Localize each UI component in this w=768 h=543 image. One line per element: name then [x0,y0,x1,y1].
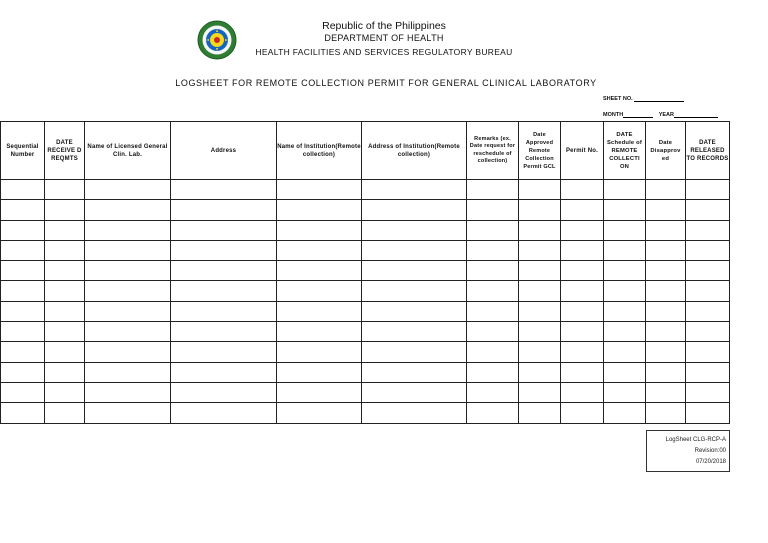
logsheet-title: LOGSHEET FOR REMOTE COLLECTION PERMIT FOR GENERAL CLINICAL LABORATORY [175,78,597,88]
table-cell[interactable] [519,220,561,240]
column-header: Permit No. [561,122,604,180]
table-cell[interactable] [604,180,646,200]
table-cell[interactable] [686,362,730,382]
table-cell[interactable] [277,220,362,240]
table-cell[interactable] [1,220,45,240]
table-cell[interactable] [686,342,730,362]
table-cell[interactable] [686,301,730,321]
column-header: Date Disapprov ed [646,122,686,180]
table-cell[interactable] [85,382,171,402]
table-cell[interactable] [362,322,467,342]
table-cell[interactable] [1,301,45,321]
table-cell[interactable] [646,220,686,240]
table-cell[interactable] [45,403,85,423]
table-cell[interactable] [686,261,730,281]
form-footer-box [646,430,730,472]
table-cell[interactable] [171,281,277,301]
table-cell[interactable] [171,362,277,382]
table-cell[interactable] [467,382,519,402]
table-cell[interactable] [646,281,686,301]
table-cell[interactable] [1,200,45,220]
table-cell[interactable] [604,322,646,342]
table-row [1,362,730,382]
column-header: DATE RECEIVE D REQMTS [45,122,85,180]
table-cell[interactable] [646,301,686,321]
column-header: DATE Schedule of REMOTE COLLECTI ON [604,122,646,180]
table-cell[interactable] [45,322,85,342]
table-cell[interactable] [1,180,45,200]
table-cell[interactable] [362,362,467,382]
table-cell[interactable] [686,382,730,402]
table-cell[interactable] [561,200,604,220]
table-cell[interactable] [171,322,277,342]
table-cell[interactable] [646,200,686,220]
table-cell[interactable] [604,220,646,240]
form-code: LogSheet CLG-RCP-A [665,437,726,443]
table-cell[interactable] [686,403,730,423]
year-label: YEAR [658,112,674,118]
table-cell[interactable] [277,403,362,423]
table-cell[interactable] [604,301,646,321]
table-cell[interactable] [362,281,467,301]
table-cell[interactable] [646,180,686,200]
table-cell[interactable] [646,362,686,382]
table-cell[interactable] [686,220,730,240]
table-cell[interactable] [561,342,604,362]
table-cell[interactable] [686,240,730,260]
month-year-field[interactable] [603,111,718,118]
table-cell[interactable] [277,342,362,362]
table-cell[interactable] [277,261,362,281]
table-cell[interactable] [1,281,45,301]
table-cell[interactable] [519,261,561,281]
table-cell[interactable] [362,220,467,240]
table-row [1,382,730,402]
table-cell[interactable] [277,200,362,220]
table-cell[interactable] [362,180,467,200]
table-cell[interactable] [85,200,171,220]
table-cell[interactable] [45,261,85,281]
table-cell[interactable] [604,281,646,301]
logsheet-table [0,121,730,424]
table-cell[interactable] [85,403,171,423]
table-cell[interactable] [604,200,646,220]
table-cell[interactable] [519,180,561,200]
table-row [1,322,730,342]
table-cell[interactable] [561,322,604,342]
table-cell[interactable] [467,281,519,301]
table-cell[interactable] [467,180,519,200]
table-cell[interactable] [519,403,561,423]
sheet-number-label: SHEET NO. [603,96,633,102]
table-cell[interactable] [1,403,45,423]
table-cell[interactable] [467,403,519,423]
table-row [1,342,730,362]
table-cell[interactable] [85,240,171,260]
table-cell[interactable] [171,180,277,200]
table-cell[interactable] [604,240,646,260]
table-cell[interactable] [519,301,561,321]
table-cell[interactable] [686,322,730,342]
table-cell[interactable] [45,220,85,240]
month-line [623,111,653,118]
table-cell[interactable] [45,281,85,301]
table-cell[interactable] [45,382,85,402]
table-cell[interactable] [85,180,171,200]
table-cell[interactable] [519,240,561,260]
table-cell[interactable] [646,261,686,281]
form-date: 07/20/2018 [695,459,726,465]
table-cell[interactable] [604,342,646,362]
table-cell[interactable] [561,180,604,200]
table-cell[interactable] [277,281,362,301]
table-cell[interactable] [686,180,730,200]
table-cell[interactable] [686,281,730,301]
table-cell[interactable] [85,362,171,382]
table-row [1,261,730,281]
table-cell[interactable] [1,382,45,402]
table-cell[interactable] [604,403,646,423]
table-cell[interactable] [646,382,686,402]
sheet-number-field[interactable] [603,95,684,102]
form-revision: Revision:00 [694,448,726,454]
table-cell[interactable] [362,261,467,281]
table-cell[interactable] [1,240,45,260]
table-cell[interactable] [467,200,519,220]
table-cell[interactable] [646,322,686,342]
table-cell[interactable] [277,382,362,402]
table-cell[interactable] [45,240,85,260]
table-cell[interactable] [362,200,467,220]
table-cell[interactable] [561,362,604,382]
republic-text: Republic of the Philippines [322,20,446,32]
table-cell[interactable] [171,382,277,402]
table-row [1,200,730,220]
table-row [1,220,730,240]
department-text: DEPARTMENT OF HEALTH [324,33,444,43]
table-cell[interactable] [171,342,277,362]
table-cell[interactable] [467,220,519,240]
table-cell[interactable] [171,261,277,281]
table-cell[interactable] [646,342,686,362]
table-cell[interactable] [171,220,277,240]
table-cell[interactable] [171,403,277,423]
column-header: Date Approved Remote Collection Permit GCL [519,122,561,180]
table-cell[interactable] [277,301,362,321]
year-line [674,111,718,118]
table-cell[interactable] [171,200,277,220]
column-header: Address of Institution(Remote collection) [362,122,467,180]
table-cell[interactable] [519,382,561,402]
table-cell[interactable] [45,180,85,200]
table-cell[interactable] [45,301,85,321]
table-cell[interactable] [467,322,519,342]
table-cell[interactable] [85,220,171,240]
table-cell[interactable] [646,240,686,260]
table-cell[interactable] [467,240,519,260]
table-cell[interactable] [686,200,730,220]
bureau-text: HEALTH FACILITIES AND SERVICES REGULATORY BUREAU [255,47,513,57]
table-cell[interactable] [561,220,604,240]
table-cell[interactable] [467,342,519,362]
table-cell[interactable] [561,240,604,260]
table-cell[interactable] [362,301,467,321]
table-cell[interactable] [277,240,362,260]
column-header: DATE RELEASED TO RECORDS [686,122,730,180]
table-cell[interactable] [362,342,467,362]
table-cell[interactable] [1,261,45,281]
table-row [1,403,730,423]
table-cell[interactable] [45,362,85,382]
table-row [1,301,730,321]
table-cell[interactable] [277,180,362,200]
table-cell[interactable] [171,240,277,260]
table-cell[interactable] [519,322,561,342]
table-cell[interactable] [519,281,561,301]
column-header: Address [171,122,277,180]
table-cell[interactable] [362,403,467,423]
month-label: MONTH [603,112,624,118]
table-cell[interactable] [362,382,467,402]
table-row [1,240,730,260]
table-cell[interactable] [277,362,362,382]
table-cell[interactable] [561,281,604,301]
table-cell[interactable] [85,301,171,321]
table-cell[interactable] [467,261,519,281]
table-row [1,180,730,200]
table-row [1,281,730,301]
table-cell[interactable] [561,261,604,281]
table-cell[interactable] [646,403,686,423]
table-cell[interactable] [1,322,45,342]
table-cell[interactable] [519,362,561,382]
table-body [1,180,730,424]
table-cell[interactable] [519,342,561,362]
sheet-number-line [634,95,684,102]
table-cell[interactable] [45,200,85,220]
table-cell[interactable] [362,240,467,260]
column-header: Name of Institution(Remote collection) [277,122,362,180]
column-header: Remarks (ex. Date request for reschedule of collection) [467,122,519,180]
table-cell[interactable] [85,342,171,362]
table-cell[interactable] [45,342,85,362]
table-cell[interactable] [604,261,646,281]
table-cell[interactable] [561,301,604,321]
table-cell[interactable] [85,261,171,281]
table-cell[interactable] [604,362,646,382]
table-cell[interactable] [85,322,171,342]
column-header: Sequential Number [1,122,45,180]
table-cell[interactable] [467,301,519,321]
table-cell[interactable] [1,362,45,382]
table-cell[interactable] [171,301,277,321]
table-cell[interactable] [85,281,171,301]
table-cell[interactable] [277,322,362,342]
table-cell[interactable] [519,200,561,220]
table-cell[interactable] [561,403,604,423]
table-cell[interactable] [1,342,45,362]
column-header: Name of Licensed General Clin. Lab. [85,122,171,180]
table-cell[interactable] [467,362,519,382]
table-cell[interactable] [604,382,646,402]
table-header-row [1,122,730,180]
table-cell[interactable] [561,382,604,402]
